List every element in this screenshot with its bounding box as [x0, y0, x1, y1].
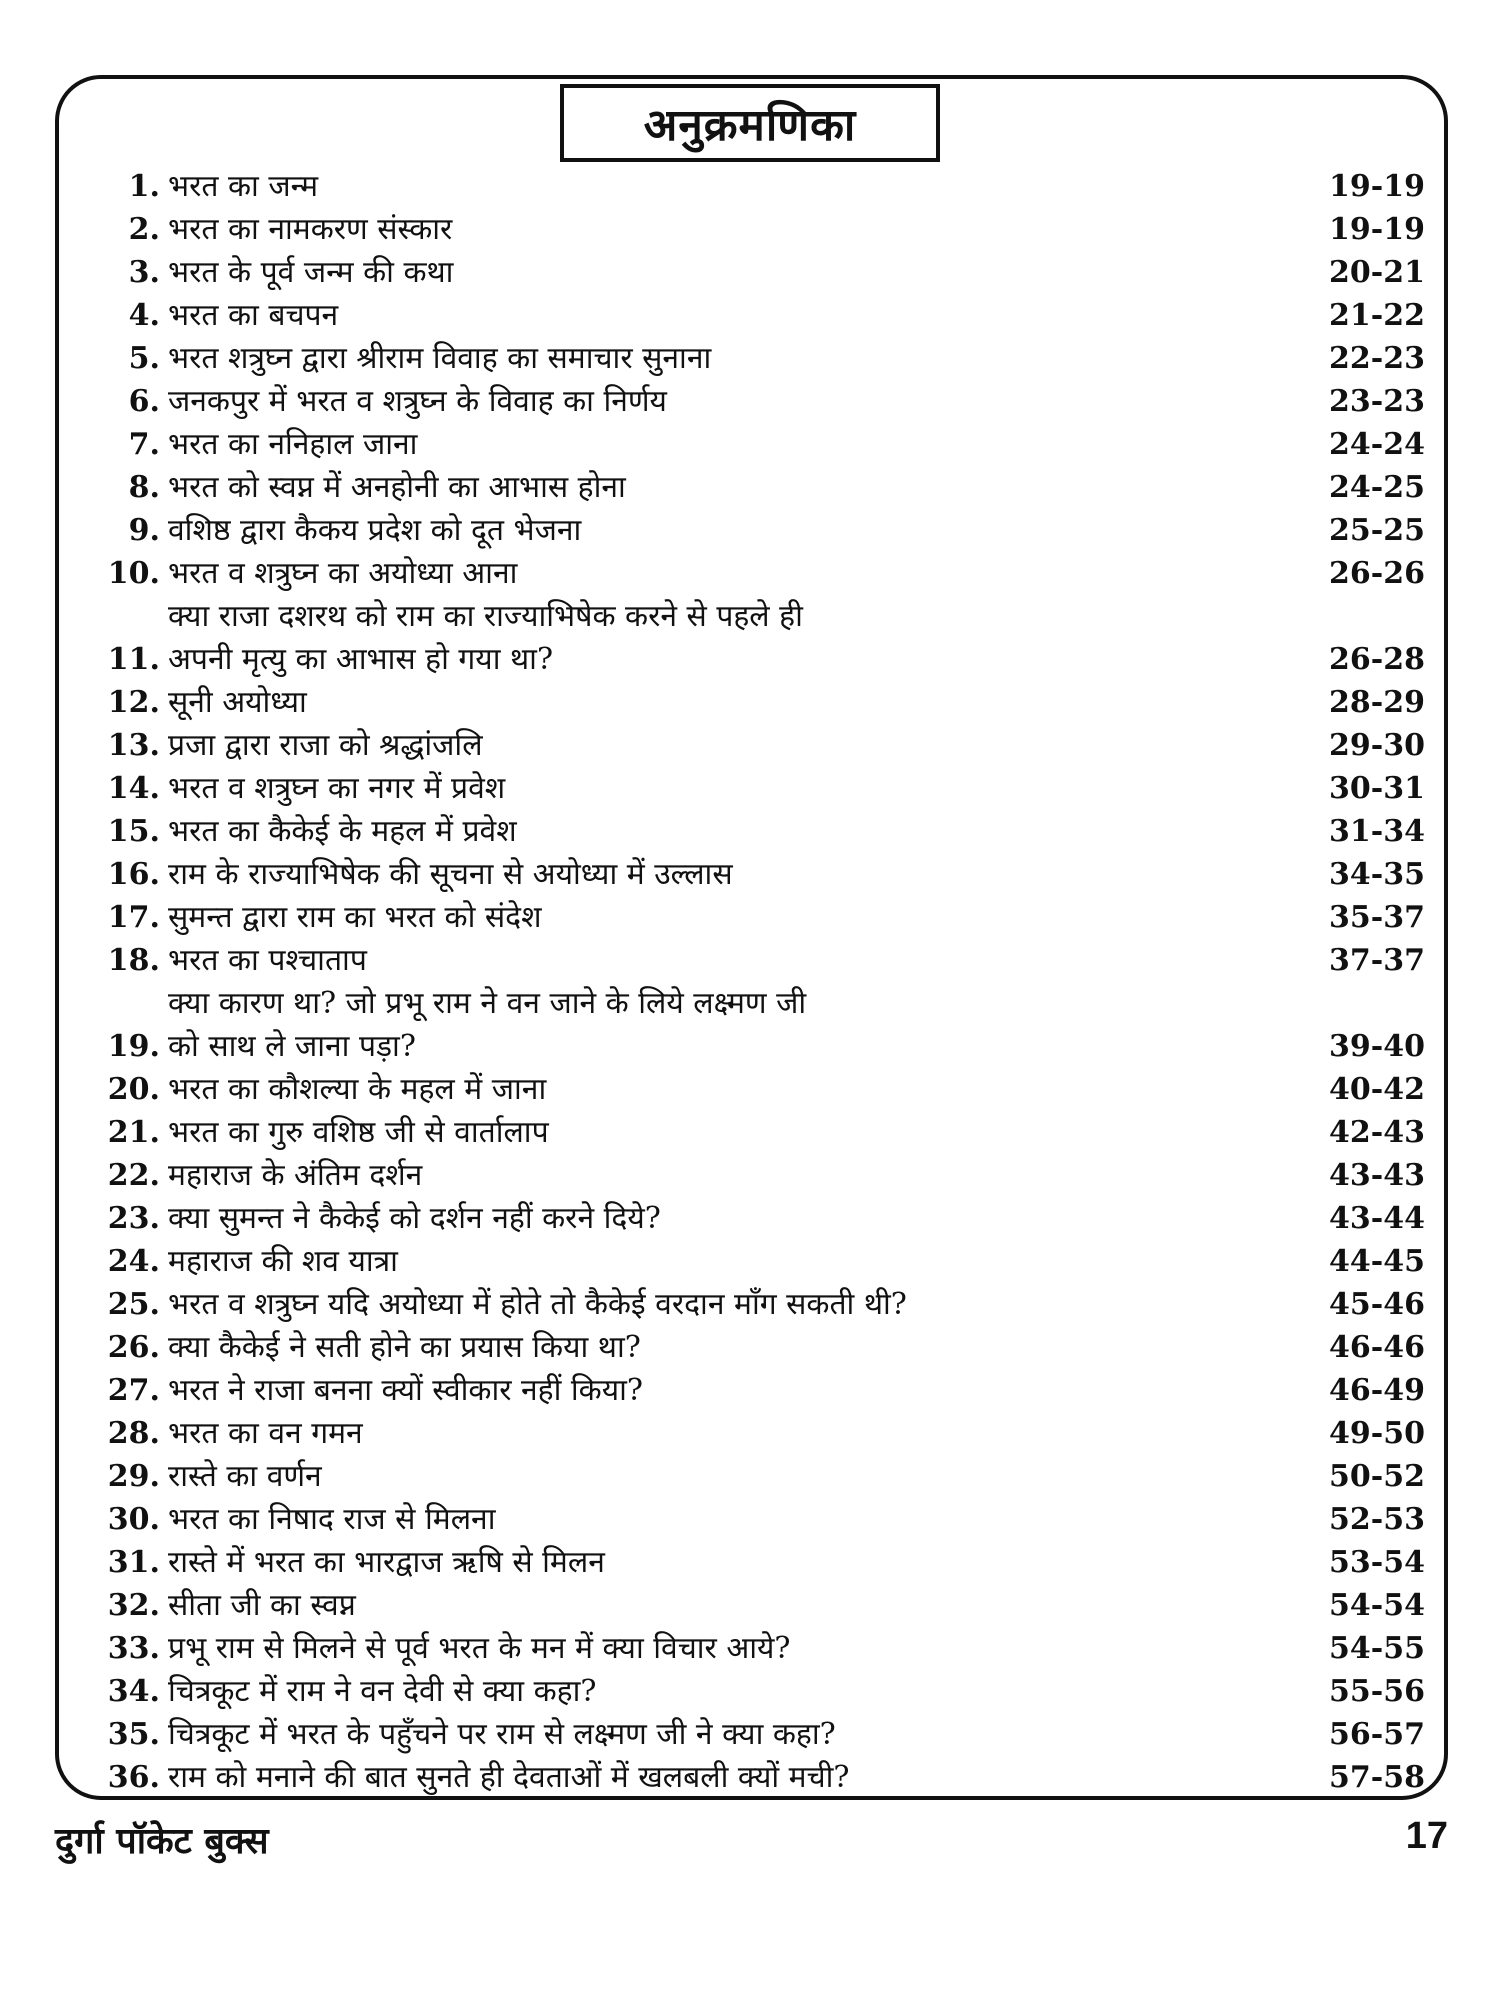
toc-entry-pages: 52-53 [1329, 1502, 1425, 1537]
toc-entry-pages: 44-45 [1329, 1244, 1425, 1279]
toc-entry-number: 5. [128, 341, 160, 376]
toc-entry-title: भरत का गुरु वशिष्ठ जी से वार्तालाप [168, 1115, 549, 1150]
toc-entry-number: 29. [107, 1459, 160, 1494]
publisher-name: दुर्गा पॉकेट बुक्स [55, 1821, 269, 1862]
toc-entry-pages: 31-34 [1329, 814, 1425, 849]
toc-entry-number: 6. [128, 384, 160, 419]
toc-entry [80, 1498, 1435, 1541]
toc-entry [80, 380, 1435, 423]
toc-entry-pages: 35-37 [1329, 900, 1425, 935]
toc-entry-number: 16. [107, 857, 160, 892]
toc-entry-title: भरत का वन गमन [168, 1416, 363, 1451]
toc-entry [80, 595, 1435, 681]
toc-entry-title: भरत व शत्रुघ्न यदि अयोध्या में होते तो कैकेई वरदान माँग सकती थी? [168, 1287, 907, 1322]
toc-entry [80, 509, 1435, 552]
toc-entry [80, 251, 1435, 294]
toc-entry [80, 1713, 1435, 1756]
toc-entry-pages: 25-25 [1329, 513, 1425, 548]
toc-entry [80, 1369, 1435, 1412]
toc-entry [80, 1197, 1435, 1240]
toc-entry-title: रास्ते में भरत का भारद्वाज ऋषि से मिलन [168, 1545, 605, 1580]
toc-entry [80, 982, 1435, 1068]
toc-entry-number: 8. [128, 470, 160, 505]
toc-entry-number: 13. [107, 728, 160, 763]
toc-entry-pages: 54-54 [1329, 1588, 1425, 1623]
toc-entry-title: रास्ते का वर्णन [168, 1459, 322, 1494]
toc-entry [80, 767, 1435, 810]
toc-entry-number: 35. [107, 1717, 160, 1752]
toc-entry-title: भरत का बचपन [168, 298, 339, 333]
toc-entry-title: सूनी अयोध्या [168, 685, 307, 720]
toc-entry-number: 1. [128, 169, 160, 204]
toc-entry-title: भरत का निषाद राज से मिलना [168, 1502, 496, 1537]
toc-entry-pages: 26-26 [1329, 556, 1425, 591]
toc-entry-pages: 19-19 [1329, 212, 1425, 247]
toc-entry [80, 423, 1435, 466]
toc-entry-title: भरत का ननिहाल जाना [168, 427, 418, 462]
toc-entry-title: भरत का जन्म [168, 169, 319, 204]
toc-entry-title: भरत का पश्चाताप [168, 943, 367, 978]
toc-entry-number: 3. [128, 255, 160, 290]
toc-entry-number: 9. [128, 513, 160, 548]
toc-entry-pages: 43-44 [1329, 1201, 1425, 1236]
toc-entry [80, 1627, 1435, 1670]
toc-heading: अनुक्रमणिका [560, 84, 940, 162]
toc-entry-title: प्रजा द्वारा राजा को श्रद्धांजलि [168, 728, 483, 763]
toc-entry-title: चित्रकूट में भरत के पहुँचने पर राम से लक्ष्मण जी ने क्या कहा? [168, 1717, 836, 1752]
toc-entry-pages: 21-22 [1329, 298, 1425, 333]
toc-entry [80, 810, 1435, 853]
toc-entry-pages: 19-19 [1329, 169, 1425, 204]
toc-entry-number: 17. [107, 900, 160, 935]
toc-entry-number: 25. [107, 1287, 160, 1322]
toc-entry-title: भरत शत्रुघ्न द्वारा श्रीराम विवाह का समाचार सुनाना [168, 341, 712, 376]
toc-entry [80, 1068, 1435, 1111]
toc-entry-pages: 40-42 [1329, 1072, 1425, 1107]
toc-entry-title: भरत व शत्रुघ्न का अयोध्या आना [168, 556, 518, 591]
toc-entry [80, 1756, 1435, 1799]
toc-entry-title: प्रभू राम से मिलने से पूर्व भरत के मन में क्या विचार आये? [168, 1631, 791, 1666]
toc-entry-pages: 24-24 [1329, 427, 1425, 462]
toc-entry-number: 23. [107, 1201, 160, 1236]
toc-entry-title: भरत व शत्रुघ्न का नगर में प्रवेश [168, 771, 506, 806]
toc-entry-title: क्या कैकेई ने सती होने का प्रयास किया था? [168, 1330, 641, 1365]
toc-entry-title: चित्रकूट में राम ने वन देवी से क्या कहा? [168, 1674, 597, 1709]
toc-entry-title: क्या सुमन्त ने कैकेई को दर्शन नहीं करने दिये? [168, 1201, 661, 1236]
toc-entry [80, 1670, 1435, 1713]
toc-entry-title: जनकपुर में भरत व शत्रुघ्न के विवाह का निर्णय [168, 384, 667, 419]
toc-entry-pages: 57-58 [1329, 1760, 1425, 1795]
toc-entry-number: 19. [107, 1029, 160, 1064]
toc-entry-pages: 42-43 [1329, 1115, 1425, 1150]
toc-entry-pages: 55-56 [1329, 1674, 1425, 1709]
toc-entry-title: भरत का कौशल्या के महल में जाना [168, 1072, 547, 1107]
toc-entry-title: भरत का कैकेई के महल में प्रवेश [168, 814, 517, 849]
toc-entry-title: सीता जी का स्वप्न [168, 1588, 356, 1623]
toc-entry-title: वशिष्ठ द्वारा कैकय प्रदेश को दूत भेजना [168, 513, 582, 548]
toc-entry-title: भरत ने राजा बनना क्यों स्वीकार नहीं किया? [168, 1373, 643, 1408]
toc-entry [80, 1283, 1435, 1326]
toc-entry [80, 466, 1435, 509]
toc-entry-pages: 54-55 [1329, 1631, 1425, 1666]
toc-entry-number: 30. [107, 1502, 160, 1537]
toc-entry-title: क्या राजा दशरथ को राम का राज्याभिषेक करने से पहले ही अपनी मृत्यु का आभास हो गया था? [168, 599, 803, 677]
toc-entry-title: क्या कारण था? जो प्रभू राम ने वन जाने के लिये लक्ष्मण जी को साथ ले जाना पड़ा? [168, 986, 807, 1064]
toc-entry-title: भरत का नामकरण संस्कार [168, 212, 453, 247]
toc-entry-number: 10. [107, 556, 160, 591]
toc-entry-number: 24. [107, 1244, 160, 1279]
toc-entry [80, 939, 1435, 982]
toc-entry-pages: 28-29 [1329, 685, 1425, 720]
toc-entry [80, 896, 1435, 939]
toc-entry-number: 31. [107, 1545, 160, 1580]
toc-entry [80, 724, 1435, 767]
toc-entry-pages: 24-25 [1329, 470, 1425, 505]
toc-entry-title: महाराज की शव यात्रा [168, 1244, 398, 1279]
toc-entry-pages: 50-52 [1329, 1459, 1425, 1494]
toc-entry-pages: 37-37 [1329, 943, 1425, 978]
toc-entry-number: 11. [107, 642, 160, 677]
table-of-contents [80, 165, 1435, 1799]
toc-entry [80, 294, 1435, 337]
toc-entry [80, 1541, 1435, 1584]
toc-entry-number: 28. [107, 1416, 160, 1451]
toc-entry-number: 4. [128, 298, 160, 333]
toc-entry [80, 1412, 1435, 1455]
toc-entry-pages: 30-31 [1329, 771, 1425, 806]
toc-entry [80, 1154, 1435, 1197]
toc-entry-pages: 53-54 [1329, 1545, 1425, 1580]
page-number: 17 [1405, 1815, 1448, 1857]
toc-entry [80, 681, 1435, 724]
toc-entry-title: राम को मनाने की बात सुनते ही देवताओं में खलबली क्यों मची? [168, 1760, 850, 1795]
toc-entry-number: 34. [107, 1674, 160, 1709]
toc-entry-pages: 45-46 [1329, 1287, 1425, 1322]
toc-entry-pages: 56-57 [1329, 1717, 1425, 1752]
toc-entry [80, 552, 1435, 595]
toc-entry-number: 32. [107, 1588, 160, 1623]
toc-entry [80, 208, 1435, 251]
toc-entry-number: 14. [107, 771, 160, 806]
toc-entry-number: 7. [128, 427, 160, 462]
toc-entry-pages: 46-46 [1329, 1330, 1425, 1365]
toc-entry-number: 20. [107, 1072, 160, 1107]
toc-entry-title: महाराज के अंतिम दर्शन [168, 1158, 423, 1193]
toc-entry-number: 22. [107, 1158, 160, 1193]
toc-entry-number: 36. [107, 1760, 160, 1795]
toc-entry-pages: 22-23 [1329, 341, 1425, 376]
toc-entry-pages: 39-40 [1329, 1029, 1425, 1064]
toc-entry-pages: 34-35 [1329, 857, 1425, 892]
toc-entry [80, 1326, 1435, 1369]
toc-entry-number: 18. [107, 943, 160, 978]
toc-entry-pages: 29-30 [1329, 728, 1425, 763]
toc-entry [80, 853, 1435, 896]
toc-entry-number: 27. [107, 1373, 160, 1408]
toc-entry-number: 15. [107, 814, 160, 849]
toc-entry-number: 33. [107, 1631, 160, 1666]
toc-entry [80, 337, 1435, 380]
toc-entry-title: राम के राज्याभिषेक की सूचना से अयोध्या में उल्लास [168, 857, 733, 892]
toc-entry-number: 21. [107, 1115, 160, 1150]
toc-entry-title: भरत के पूर्व जन्म की कथा [168, 255, 454, 290]
toc-entry-title: सुमन्त द्वारा राम का भरत को संदेश [168, 900, 542, 935]
toc-entry-pages: 43-43 [1329, 1158, 1425, 1193]
toc-entry-pages: 26-28 [1329, 642, 1425, 677]
toc-entry-pages: 20-21 [1329, 255, 1425, 290]
toc-entry [80, 1455, 1435, 1498]
toc-entry [80, 165, 1435, 208]
toc-entry-number: 26. [107, 1330, 160, 1365]
toc-entry-pages: 23-23 [1329, 384, 1425, 419]
toc-entry-number: 12. [107, 685, 160, 720]
toc-entry-number: 2. [128, 212, 160, 247]
toc-entry-title: भरत को स्वप्न में अनहोनी का आभास होना [168, 470, 626, 505]
toc-entry [80, 1111, 1435, 1154]
toc-entry [80, 1584, 1435, 1627]
toc-entry-pages: 46-49 [1329, 1373, 1425, 1408]
toc-entry [80, 1240, 1435, 1283]
toc-entry-pages: 49-50 [1329, 1416, 1425, 1451]
